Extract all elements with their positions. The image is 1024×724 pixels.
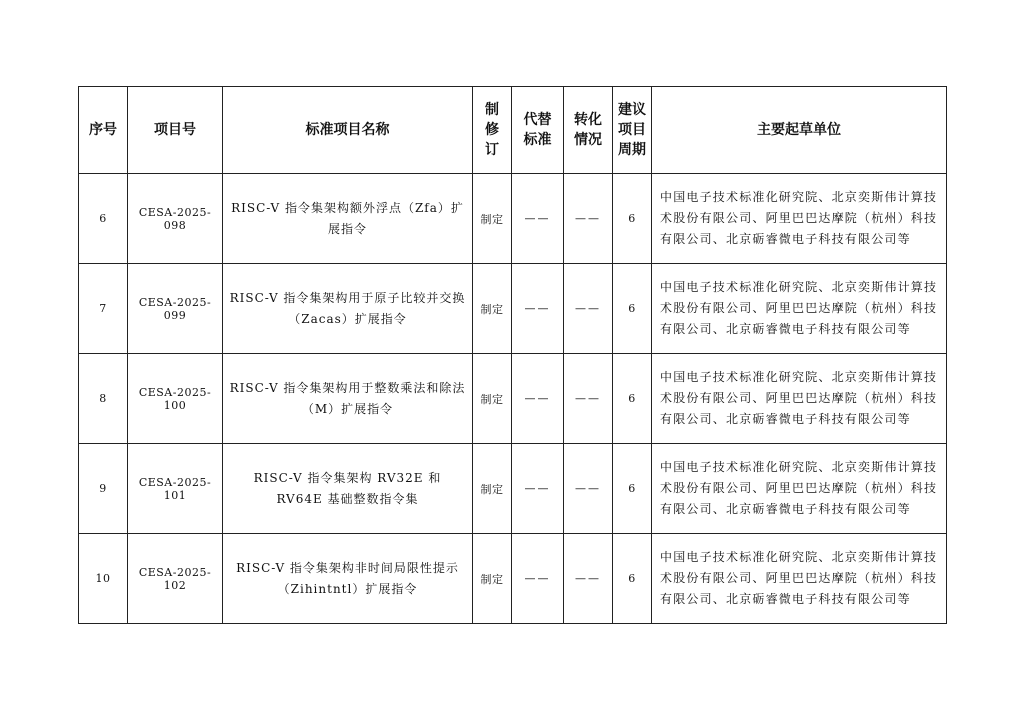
cell-project-no: CESA-2025-101	[128, 444, 223, 534]
header-replace-line: 代替	[523, 112, 552, 128]
cell-name: RISC-V 指令集架构非时间局限性提示（Zihintntl）扩展指令	[223, 534, 473, 624]
cell-period: 6	[613, 174, 652, 264]
header-convert-line: 情况	[574, 132, 602, 148]
cell-replace: ——	[512, 444, 564, 534]
cell-period: 6	[613, 444, 652, 534]
header-period-line: 项目	[618, 122, 646, 138]
cell-seq: 9	[79, 444, 128, 534]
cell-convert: ——	[564, 354, 613, 444]
cell-name: RISC-V 指令集架构额外浮点（Zfa）扩展指令	[223, 174, 473, 264]
cell-replace: ——	[512, 174, 564, 264]
cell-convert: ——	[564, 444, 613, 534]
cell-name: RISC-V 指令集架构 RV32E 和 RV64E 基础整数指令集	[223, 444, 473, 534]
cell-seq: 6	[79, 174, 128, 264]
cell-replace: ——	[512, 264, 564, 354]
cell-replace: ——	[512, 354, 564, 444]
header-project-no: 项目号	[128, 87, 223, 174]
cell-period: 6	[613, 354, 652, 444]
cell-seq: 10	[79, 534, 128, 624]
header-revise-line: 制	[485, 102, 499, 118]
cell-type: 制定	[473, 174, 512, 264]
header-replace-line: 标准	[523, 132, 552, 148]
table-row	[79, 354, 947, 444]
cell-convert: ——	[564, 264, 613, 354]
header-period	[613, 87, 652, 174]
header-revise	[473, 87, 512, 174]
cell-project-no: CESA-2025-102	[128, 534, 223, 624]
cell-name: RISC-V 指令集架构用于整数乘法和除法（M）扩展指令	[223, 354, 473, 444]
cell-period: 6	[613, 264, 652, 354]
cell-name: RISC-V 指令集架构用于原子比较并交换（Zacas）扩展指令	[223, 264, 473, 354]
header-name: 标准项目名称	[223, 87, 473, 174]
header-revise-line: 修	[485, 122, 499, 138]
header-revise-line: 订	[485, 142, 499, 158]
header-period-line: 周期	[618, 142, 646, 158]
cell-project-no: CESA-2025-098	[128, 174, 223, 264]
header-convert	[564, 87, 613, 174]
cell-type: 制定	[473, 264, 512, 354]
cell-project-no: CESA-2025-099	[128, 264, 223, 354]
header-units: 主要起草单位	[652, 87, 947, 174]
table-row	[79, 444, 947, 534]
standards-table	[78, 86, 947, 624]
cell-period: 6	[613, 534, 652, 624]
cell-type: 制定	[473, 534, 512, 624]
table-header-row	[79, 87, 947, 174]
cell-convert: ——	[564, 534, 613, 624]
cell-type: 制定	[473, 354, 512, 444]
header-period-line: 建议	[618, 102, 646, 118]
cell-convert: ——	[564, 174, 613, 264]
cell-units: 中国电子技术标准化研究院、北京奕斯伟计算技术股份有限公司、阿里巴巴达摩院（杭州）科技有限公司、北京砺睿微电子科技有限公司等	[652, 444, 947, 534]
cell-units: 中国电子技术标准化研究院、北京奕斯伟计算技术股份有限公司、阿里巴巴达摩院（杭州）科技有限公司、北京砺睿微电子科技有限公司等	[652, 354, 947, 444]
table-row	[79, 534, 947, 624]
cell-units: 中国电子技术标准化研究院、北京奕斯伟计算技术股份有限公司、阿里巴巴达摩院（杭州）科技有限公司、北京砺睿微电子科技有限公司等	[652, 174, 947, 264]
standards-table-page	[78, 86, 947, 624]
cell-units: 中国电子技术标准化研究院、北京奕斯伟计算技术股份有限公司、阿里巴巴达摩院（杭州）科技有限公司、北京砺睿微电子科技有限公司等	[652, 534, 947, 624]
cell-seq: 8	[79, 354, 128, 444]
header-seq: 序号	[79, 87, 128, 174]
table-row	[79, 264, 947, 354]
header-replace	[512, 87, 564, 174]
cell-replace: ——	[512, 534, 564, 624]
cell-type: 制定	[473, 444, 512, 534]
cell-units: 中国电子技术标准化研究院、北京奕斯伟计算技术股份有限公司、阿里巴巴达摩院（杭州）科技有限公司、北京砺睿微电子科技有限公司等	[652, 264, 947, 354]
cell-seq: 7	[79, 264, 128, 354]
cell-project-no: CESA-2025-100	[128, 354, 223, 444]
header-convert-line: 转化	[574, 112, 602, 128]
table-row	[79, 174, 947, 264]
